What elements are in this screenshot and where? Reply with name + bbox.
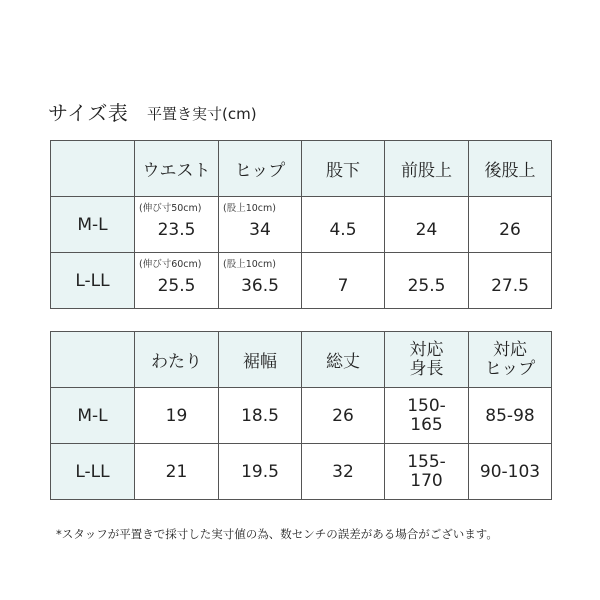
row-label-l-ll: L-LL xyxy=(51,253,135,309)
table-row xyxy=(51,197,552,253)
size-chart-subtitle: 平置き実寸(cm) xyxy=(147,105,257,123)
fit-height-line2: 170 xyxy=(410,470,443,491)
table-row xyxy=(51,253,552,309)
waist-stretch-note: (伸び寸60cm) xyxy=(139,259,202,270)
fit-height-line1: 150- xyxy=(407,395,446,416)
header-front-rise: 前股上 xyxy=(385,141,469,197)
cell-fit-hip: 90-103 xyxy=(469,444,552,500)
cell-inseam xyxy=(302,197,385,253)
row-label-l-ll: L-LL xyxy=(51,444,135,500)
header-fit-hip-line2: ヒップ xyxy=(484,358,536,379)
cell-front-rise xyxy=(385,197,469,253)
cell-thigh: 21 xyxy=(135,444,219,500)
table-corner-cell xyxy=(51,141,135,197)
row-label-m-l: M-L xyxy=(51,388,135,444)
header-hip: ヒップ xyxy=(219,141,302,197)
header-fit-height-line1: 対応 xyxy=(409,339,444,360)
inseam-value: 4.5 xyxy=(329,219,357,240)
header-fit-height xyxy=(385,332,469,388)
cell-hip xyxy=(219,253,302,309)
header-thigh: わたり xyxy=(135,332,219,388)
header-total-length: 総丈 xyxy=(302,332,385,388)
header-back-rise: 後股上 xyxy=(469,141,552,197)
table-header-row xyxy=(51,141,552,197)
table-corner-cell xyxy=(51,332,135,388)
cell-back-rise xyxy=(469,197,552,253)
hip-rise-note: (股上10cm) xyxy=(223,203,276,214)
table-header-row xyxy=(51,332,552,388)
cell-length: 32 xyxy=(302,444,385,500)
waist-stretch-note: (伸び寸50cm) xyxy=(139,203,202,214)
cell-fit-hip: 85-98 xyxy=(469,388,552,444)
fit-height-line2: 165 xyxy=(410,414,443,435)
cell-waist xyxy=(135,253,219,309)
table-row xyxy=(51,388,552,444)
front-rise-value: 24 xyxy=(415,219,438,240)
header-hem-width: 裾幅 xyxy=(219,332,302,388)
measurement-footnote: *スタッフが平置きで採寸した実寸値の為、数センチの誤差がある場合がございます。 xyxy=(56,527,498,541)
cell-inseam xyxy=(302,253,385,309)
cell-hip xyxy=(219,197,302,253)
cell-thigh: 19 xyxy=(135,388,219,444)
cell-hem: 19.5 xyxy=(219,444,302,500)
cell-back-rise xyxy=(469,253,552,309)
size-table-main xyxy=(50,140,552,309)
header-fit-hip-line1: 対応 xyxy=(493,339,527,360)
table-row xyxy=(51,444,552,500)
cell-waist xyxy=(135,197,219,253)
header-waist: ウエスト xyxy=(135,141,219,197)
hip-value: 34 xyxy=(249,219,271,240)
back-rise-value: 27.5 xyxy=(491,275,529,296)
hip-rise-note: (股上10cm) xyxy=(223,259,276,270)
size-chart-title: サイズ表 xyxy=(48,101,129,125)
waist-value: 23.5 xyxy=(157,219,196,240)
inseam-value: 7 xyxy=(337,275,349,296)
hip-value: 36.5 xyxy=(241,275,279,296)
cell-fit-height xyxy=(385,444,469,500)
header-inseam: 股下 xyxy=(302,141,385,197)
cell-front-rise xyxy=(385,253,469,309)
header-fit-height-line2: 身長 xyxy=(409,358,444,379)
size-table-secondary xyxy=(50,331,552,500)
cell-length: 26 xyxy=(302,388,385,444)
front-rise-value: 25.5 xyxy=(407,275,446,296)
header-fit-hip xyxy=(469,332,552,388)
waist-value: 25.5 xyxy=(157,275,196,296)
fit-height-line1: 155- xyxy=(407,451,446,472)
cell-fit-height xyxy=(385,388,469,444)
back-rise-value: 26 xyxy=(499,219,521,240)
cell-hem: 18.5 xyxy=(219,388,302,444)
row-label-m-l: M-L xyxy=(51,197,135,253)
